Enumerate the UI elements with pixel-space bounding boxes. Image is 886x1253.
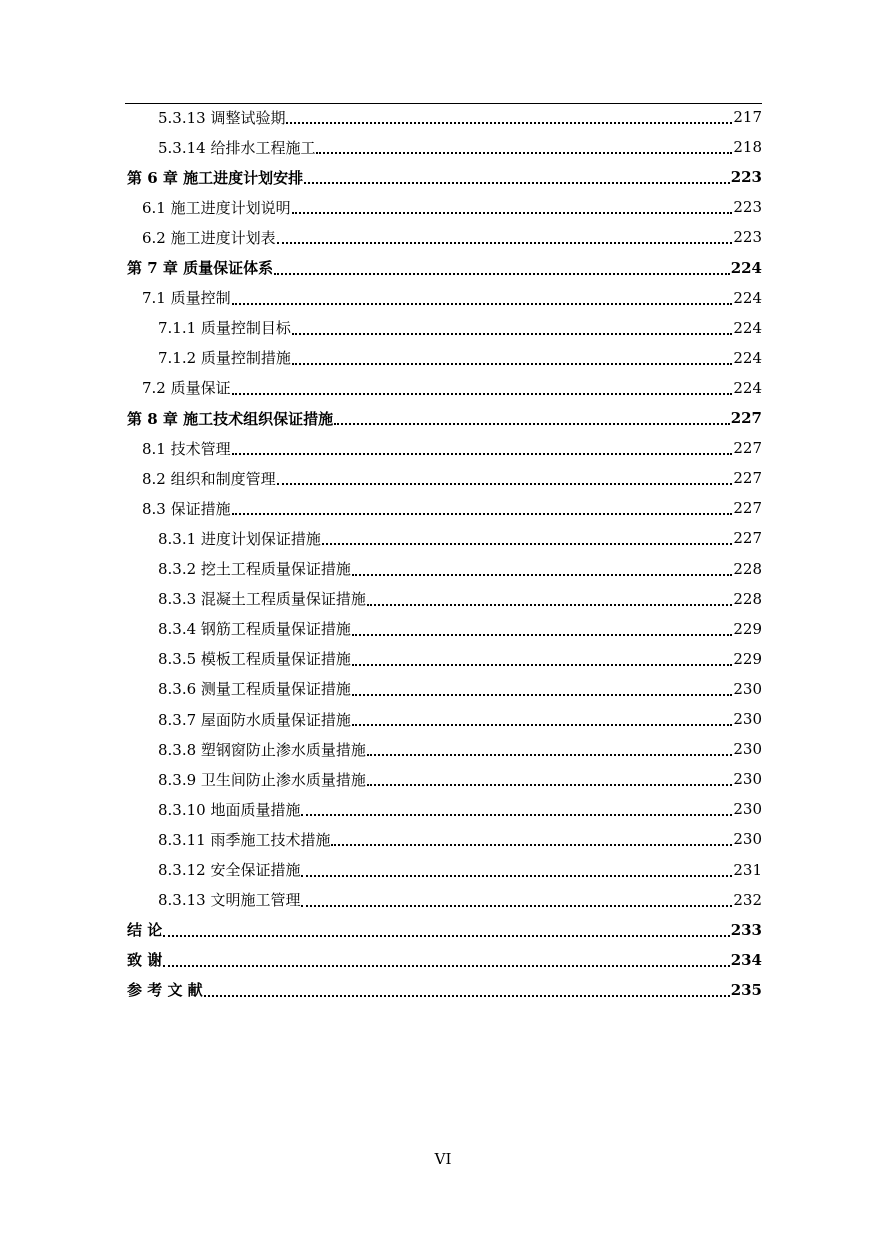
toc-entry-page: 227 <box>733 469 762 488</box>
toc-entry-label: 5.3.14 给排水工程施工 <box>158 138 316 157</box>
toc-dot-leader <box>352 554 732 584</box>
toc-dot-leader <box>367 734 732 764</box>
toc-entry[interactable] <box>127 945 762 975</box>
toc-entry-page: 224 <box>733 348 762 367</box>
toc-entry-label: 8.3.3 混凝土工程质量保证措施 <box>158 590 366 609</box>
toc-entry[interactable] <box>158 554 762 584</box>
toc-entry-label: 第 8 章 施工技术组织保证措施 <box>127 409 334 428</box>
toc-dot-leader <box>304 162 730 192</box>
toc-entry[interactable] <box>158 704 762 734</box>
toc-dot-leader <box>277 463 733 493</box>
toc-entry[interactable] <box>142 373 762 403</box>
toc-entry[interactable] <box>127 975 762 1005</box>
toc-entry[interactable] <box>158 584 762 614</box>
toc-entry[interactable] <box>142 222 762 252</box>
toc-entry[interactable] <box>127 403 762 433</box>
toc-entry[interactable] <box>158 734 762 764</box>
toc-dot-leader <box>352 704 732 734</box>
toc-entry-page: 231 <box>733 860 762 879</box>
toc-entry[interactable] <box>158 794 762 824</box>
toc-dot-leader <box>322 523 732 553</box>
toc-entry-label: 第 7 章 质量保证体系 <box>127 259 274 277</box>
toc-entry-label: 8.3.8 塑钢窗防止渗水质量措施 <box>158 740 366 759</box>
toc-entry-page: 229 <box>733 619 762 638</box>
toc-entry-page: 228 <box>733 589 762 608</box>
toc-entry-label: 8.3.7 屋面防水质量保证措施 <box>158 710 351 729</box>
toc-dot-leader <box>232 493 733 523</box>
toc-entry-page: 235 <box>730 980 762 999</box>
toc-dot-leader <box>352 674 732 704</box>
toc-entry[interactable] <box>158 102 762 132</box>
toc-entry[interactable] <box>142 493 762 523</box>
toc-dot-leader <box>367 584 732 614</box>
toc-dot-leader <box>292 343 732 373</box>
toc-entry-page: 224 <box>733 288 762 307</box>
toc-dot-leader <box>316 132 732 162</box>
toc-dot-leader <box>292 313 732 343</box>
toc-entry[interactable] <box>142 463 762 493</box>
toc-entry-label: 8.2 组织和制度管理 <box>142 469 276 488</box>
toc-entry[interactable] <box>158 824 762 854</box>
toc-entry-label: 8.3.12 安全保证措施 <box>158 861 301 879</box>
toc-entry[interactable] <box>158 674 762 704</box>
toc-dot-leader <box>277 222 733 252</box>
toc-entry-page: 234 <box>730 950 762 969</box>
toc-entry-page: 230 <box>733 800 762 819</box>
toc-entry-label: 7.2 质量保证 <box>142 379 231 398</box>
toc-entry-label: 结 论 <box>127 921 163 940</box>
toc-dot-leader <box>301 885 732 915</box>
toc-entry-label: 8.1 技术管理 <box>142 439 231 458</box>
toc-entry-page: 227 <box>730 409 762 427</box>
page-number: VI <box>434 1150 452 1168</box>
toc-entry-label: 5.3.13 调整试验期 <box>158 108 286 127</box>
toc-dot-leader <box>367 764 732 794</box>
toc-entry[interactable] <box>158 343 762 373</box>
toc-entry[interactable] <box>127 162 762 192</box>
toc-entry-page: 227 <box>733 439 762 458</box>
toc-entry-label: 6.2 施工进度计划表 <box>142 228 276 247</box>
toc-dot-leader <box>334 403 730 433</box>
toc-entry-label: 8.3.11 雨季施工技术措施 <box>158 830 331 849</box>
toc-dot-leader <box>301 855 732 885</box>
toc-entry-label: 7.1.1 质量控制目标 <box>158 319 291 338</box>
toc-entry-page: 223 <box>733 198 762 217</box>
toc-entry-label: 8.3.4 钢筋工程质量保证措施 <box>158 620 351 639</box>
toc-entry-page: 230 <box>733 740 762 759</box>
toc-entry-page: 224 <box>733 318 762 337</box>
toc-entry-label: 7.1.2 质量控制措施 <box>158 349 291 368</box>
toc-dot-leader <box>232 373 733 403</box>
toc-entry[interactable] <box>158 614 762 644</box>
toc-entry-page: 229 <box>733 649 762 668</box>
toc-entry[interactable] <box>158 764 762 794</box>
toc-entry-label: 7.1 质量控制 <box>142 289 231 308</box>
toc-entry-label: 8.3.10 地面质量措施 <box>158 800 301 819</box>
toc-entry[interactable] <box>142 192 762 222</box>
toc-entry-label: 8.3 保证措施 <box>142 499 231 518</box>
toc-entry-page: 233 <box>730 920 762 939</box>
toc-entry-page: 223 <box>733 228 762 247</box>
toc-entry-label: 8.3.5 模板工程质量保证措施 <box>158 650 351 669</box>
toc-entry-label: 8.3.13 文明施工管理 <box>158 891 301 910</box>
toc-dot-leader <box>274 253 730 283</box>
toc-dot-leader <box>232 283 733 313</box>
toc-entry-page: 224 <box>733 378 762 397</box>
toc-entry[interactable] <box>158 132 762 162</box>
toc-entry[interactable] <box>127 253 762 283</box>
toc-entry-page: 224 <box>730 258 762 277</box>
toc-entry-page: 230 <box>733 710 762 728</box>
toc-entry[interactable] <box>158 885 762 915</box>
toc-entry[interactable] <box>127 915 762 945</box>
toc-entry[interactable] <box>158 523 762 553</box>
toc-dot-leader <box>286 102 732 132</box>
toc-entry[interactable] <box>158 313 762 343</box>
toc-entry-label: 8.3.1 进度计划保证措施 <box>158 529 321 548</box>
toc-entry[interactable] <box>142 283 762 313</box>
toc-entry-label: 8.3.6 测量工程质量保证措施 <box>158 680 351 699</box>
toc-entry-label: 参 考 文 献 <box>127 981 203 1000</box>
toc-dot-leader <box>352 614 732 644</box>
toc-entry-label: 第 6 章 施工进度计划安排 <box>127 168 304 187</box>
toc-entry-label: 致 谢 <box>127 951 163 970</box>
toc-entry-page: 232 <box>733 890 762 909</box>
toc-entry[interactable] <box>158 644 762 674</box>
toc-entry-page: 230 <box>733 679 762 698</box>
toc-dot-leader <box>163 915 729 945</box>
toc-entry-label: 8.3.9 卫生间防止渗水质量措施 <box>158 770 366 789</box>
toc-entry-page: 223 <box>730 168 762 187</box>
toc-entry-page: 227 <box>733 499 762 518</box>
toc-dot-leader <box>204 975 730 1005</box>
toc-entry-page: 217 <box>733 108 762 126</box>
toc-dot-leader <box>301 794 732 824</box>
toc-entry-label: 8.3.2 挖土工程质量保证措施 <box>158 560 351 578</box>
toc-entry-label: 6.1 施工进度计划说明 <box>142 198 291 217</box>
toc-entry-page: 227 <box>733 529 762 548</box>
toc-entry[interactable] <box>142 433 762 463</box>
toc-entry-page: 228 <box>733 559 762 578</box>
toc-dot-leader <box>331 824 732 854</box>
toc-dot-leader <box>292 192 733 222</box>
toc-entry[interactable] <box>158 855 762 885</box>
toc-dot-leader <box>163 945 729 975</box>
toc-entry-page: 218 <box>733 138 762 157</box>
toc-entry-page: 230 <box>733 770 762 789</box>
toc-dot-leader <box>232 433 733 463</box>
toc-entry-page: 230 <box>733 830 762 849</box>
toc-dot-leader <box>352 644 732 674</box>
